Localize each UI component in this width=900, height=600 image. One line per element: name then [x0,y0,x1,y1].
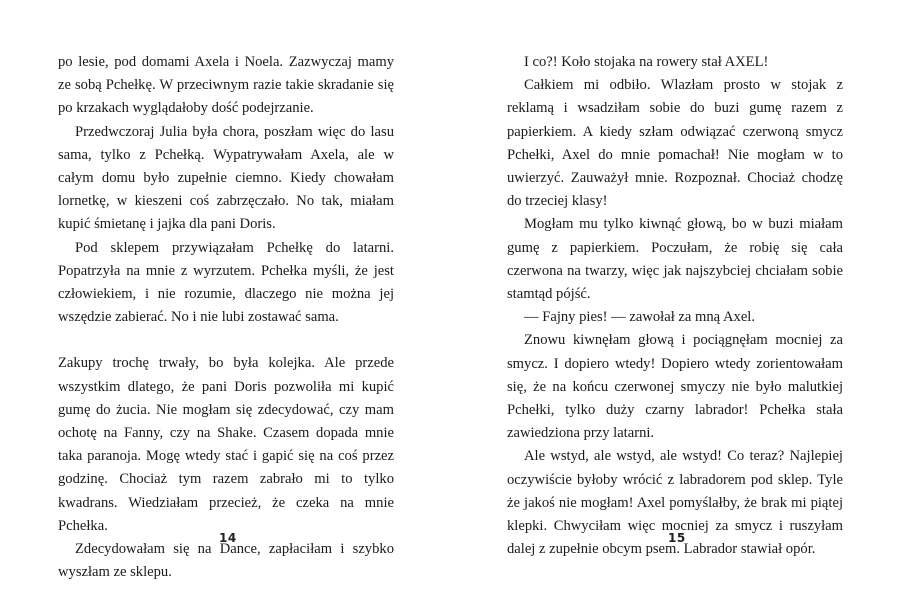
section-break [58,329,394,352]
paragraph: I co?! Koło stojaka na rowery stał AXEL! [524,54,769,70]
paragraph: Znowu kiwnęłam głową i pociągnęłam mocniej za smycz. I dopiero wtedy! Dopiero wtedy zorientowałam się, że na końcu czerwonej smyczy nie było malutkiej Pchełki, tylko duży czarny labrador! Pchełka stała zawiedziona przy latarni. [507,332,843,442]
page-number: 15 [668,531,686,545]
paragraph: Pod sklepem przywiązałam Pchełkę do latarni. Popatrzyła na mnie z wyrzutem. Pchełka myśli, że jest człowiekiem, i nie rozumie, dlaczego nie można jej wszędzie zabierać. No i nie lubi zostawać sama. [58,239,394,326]
paragraph: Przedwczoraj Julia była chora, poszłam więc do lasu sama, tylko z Pchełką. Wypatrywałam Axela, ale w całym domu było zupełnie ciemno. Kiedy chowałam lornetkę, w kieszeni coś zabrzęczało. No tak, miałam kupić śmietanę i jajka dla pani Doris. [58,123,394,233]
paragraph: Mogłam mu tylko kiwnąć głową, bo w buzi miałam gumę z papierkiem. Poczułam, że robię się cała czerwona na twarzy, więc jak najszybciej chciałam sobie stamtąd pójść. [507,216,843,303]
paragraph: Zakupy trochę trwały, bo była kolejka. Ale przede wszystkim dlatego, że pani Doris pozwoliła mi kupić gumę do żucia. Nie mogłam się zdecydować, czy mam ochotę na Fanny, czy na Shake. Czasem dopada mnie taka paranoja. Mogę wtedy stać i gapić się na coś przez godzinę. Chociaż tym razem zabrało mi to tylko kwadrans. Wiedziałam przecież, że czeka na mnie Pchełka. [58,355,394,534]
left-page-text [58,51,394,584]
paragraph: Zdecydowałam się na Dance, zapłaciłam i szybko wyszłam ze sklepu. [58,541,394,581]
paragraph: Całkiem mi odbiło. Wlazłam prosto w stojak z reklamą i wsadziłam sobie do buzi gumę razem z papierkiem. A kiedy szłam odwiązać czerwoną smycz Pchełki, Axel do mnie pomachał! Nie mogłam w to uwierzyć. Zauważył mnie. Rozpoznał. Chociaż chodzę do trzeciej klasy! [507,77,843,210]
paragraph: Ale wstyd, ale wstyd, ale wstyd! Co teraz? Najlepiej oczywiście byłoby wrócić z labradorem pod sklep. Tyle że jakoś nie mogłam! Axel pomyślałby, że brak mi piątej klepki. Chwyciłam więc mocniej za smycz i ruszyłam dalej z zupełnie obcym psem. Labrador stawiał opór. [507,448,843,558]
page-number: 14 [219,531,237,545]
right-page [450,0,900,600]
right-page-text [507,51,843,561]
dialogue-paragraph: — Fajny pies! — zawołał za mną Axel. [524,309,756,326]
paragraph: po lesie, pod domami Axela i Noela. Zazwyczaj mamy ze sobą Pchełkę. W przeciwnym razie takie skradanie się po krzakach wyglądałoby dość podejrzanie. [58,54,394,117]
